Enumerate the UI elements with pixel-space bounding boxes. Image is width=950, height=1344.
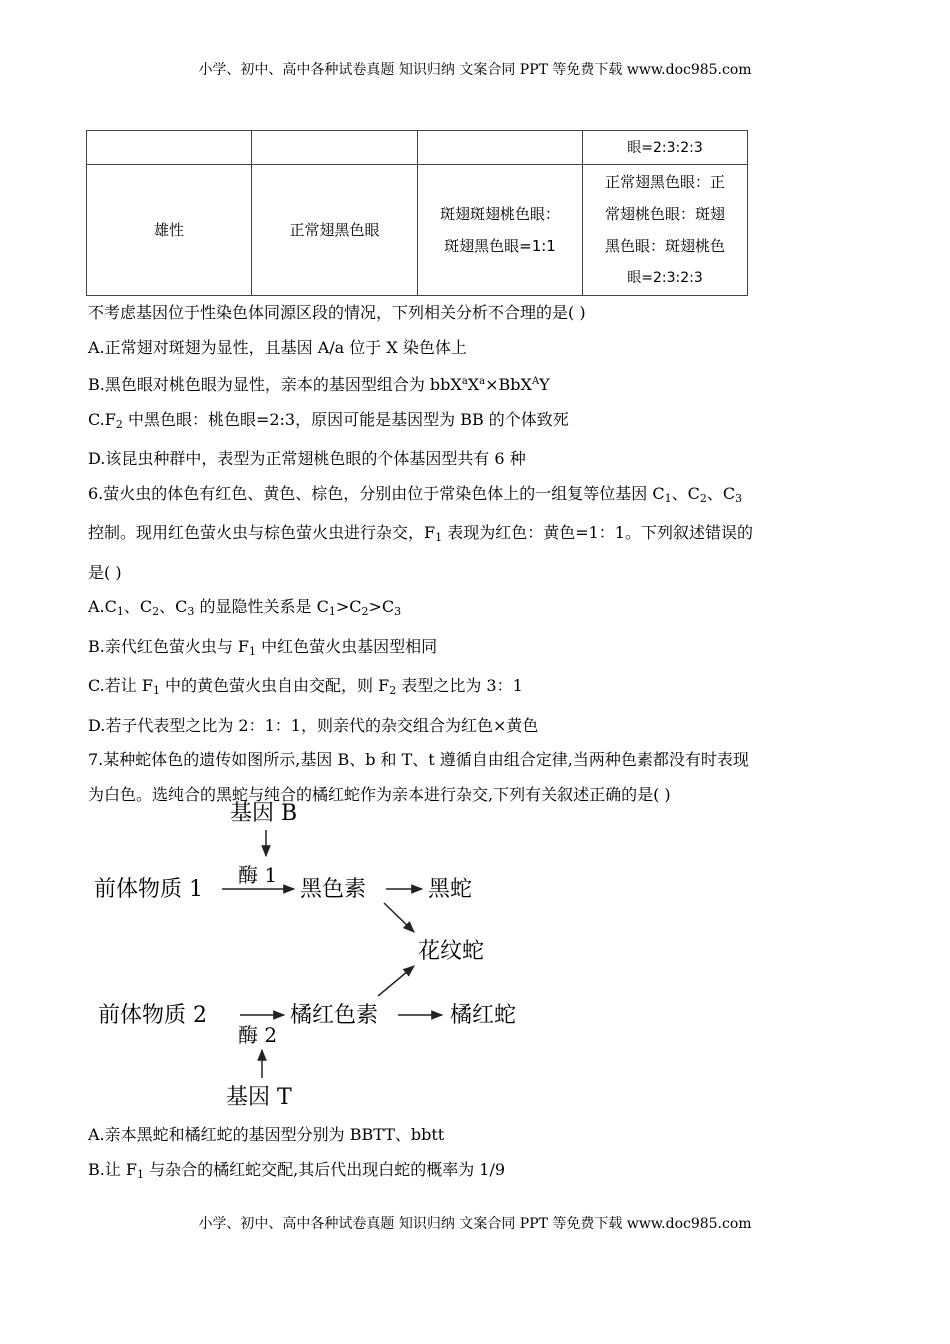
- black-pigment-label: 黑色素: [300, 877, 367, 902]
- pigment-pathway-diagram: [88, 786, 548, 1116]
- table-cell: 正常翅黑色眼: [252, 165, 418, 296]
- q7-option-b: B.让 $F_1$ 与杂合的橘红蛇交配,其后代出现白蛇的概率为 1/9: [88, 1159, 506, 1181]
- table-cell: [418, 131, 583, 165]
- q5-stem: 不考虑基因位于性染色体同源区段的情况，下列相关分析不合理的是( ): [88, 303, 586, 322]
- q5-option-d: D.该昆虫种群中，表型为正常翅桃色眼的个体基因型共有 6 种: [88, 449, 526, 468]
- page-footer: 小学、初中、高中各种试卷真题 知识归纳 文案合同 PPT 等免费下载 www.doc985.com: [198, 1216, 752, 1232]
- table-cell: 斑翅斑翅桃色眼： 斑翅黑色眼=1:1: [418, 165, 583, 296]
- q7-stem-line1: 7.某种蛇体色的遗传如图所示,基因 B、b 和 T、t 遵循自由组合定律,当两种色素都没有时表现: [88, 750, 749, 769]
- page-header: 小学、初中、高中各种试卷真题 知识归纳 文案合同 PPT 等免费下载 www.doc985.com: [198, 62, 752, 78]
- table-row: [87, 165, 748, 296]
- q5-option-b: B.黑色眼对桃色眼为显性，亲本的基因型组合为 $bbX^aX^a\times BbX^AY$: [88, 375, 550, 394]
- q7-option-a: A.亲本黑蛇和橘红蛇的基因型分别为 BBTT、bbtt: [88, 1125, 445, 1144]
- question-7-options: [88, 1118, 868, 1192]
- q7-stem-line2: 为白色。选纯合的黑蛇与纯合的橘红蛇作为亲本进行杂交,下列有关叙述正确的是( ): [88, 784, 671, 804]
- table-cell: 正常翅黑色眼：正 常翅桃色眼：斑翅 黑色眼：斑翅桃色 眼=2:3:2:3: [583, 165, 748, 296]
- precursor-1-label: 前体物质 1: [94, 877, 203, 902]
- table-cell: 眼=2:3:2:3: [583, 131, 748, 165]
- genetics-table: [86, 130, 748, 296]
- gene-t-label: 基因 T: [226, 1085, 292, 1110]
- table-cell: [87, 131, 252, 165]
- precursor-2-label: 前体物质 2: [98, 1003, 207, 1028]
- table-row: [87, 131, 748, 165]
- question-block: [88, 296, 868, 812]
- table-cell: 雄性: [87, 165, 252, 296]
- orange-pigment-label: 橘红色素: [290, 1003, 379, 1028]
- enzyme-1-label: 酶 1: [238, 863, 278, 887]
- q6-option-b: B.亲代红色萤火虫与 $F_1$ 中红色萤火虫基因型相同: [88, 636, 438, 658]
- table-cell: [252, 131, 418, 165]
- black-snake-label: 黑蛇: [428, 877, 473, 902]
- q6-stem-line1: 6.萤火虫的体色有红色、黄色、棕色，分别由位于常染色体上的一组复等位基因 $C_1$、$C_2$、$C_3$: [88, 483, 743, 505]
- q6-stem-line3: 是( ): [88, 562, 122, 582]
- gene-b-label: 基因 B: [230, 801, 298, 826]
- q6-option-a: $A.C_1$、$C_2$、$C_3$ 的显隐性关系是 $C_1>C_2>C_3$: [88, 597, 402, 618]
- q6-stem-line2: 控制。现用红色萤火虫与棕色萤火虫进行杂交，$F_1$ 表现为红色：黄色=1：1。下列叙述错误的: [88, 523, 753, 544]
- patterned-snake-label: 花纹蛇: [418, 939, 485, 964]
- q6-option-c: C.若让 $F_1$ 中的黄色萤火虫自由交配，则 $F_2$ 表型之比为 3：1: [88, 676, 523, 697]
- orange-to-patterned-arrow: [378, 966, 414, 996]
- q5-option-a: A.正常翅对斑翅为显性，且基因 A/a 位于 X 染色体上: [88, 337, 467, 357]
- q5-option-c: $C.F_2$ 中黑色眼：桃色眼=2:3，原因可能是基因型为 BB 的个体致死: [88, 409, 569, 431]
- enzyme-2-label: 酶 2: [238, 1023, 278, 1047]
- black-to-patterned-arrow: [384, 903, 414, 932]
- q6-option-d: D.若子代表型之比为 2：1：1，则亲代的杂交组合为红色×黄色: [88, 715, 539, 735]
- orange-snake-label: 橘红蛇: [450, 1003, 517, 1028]
